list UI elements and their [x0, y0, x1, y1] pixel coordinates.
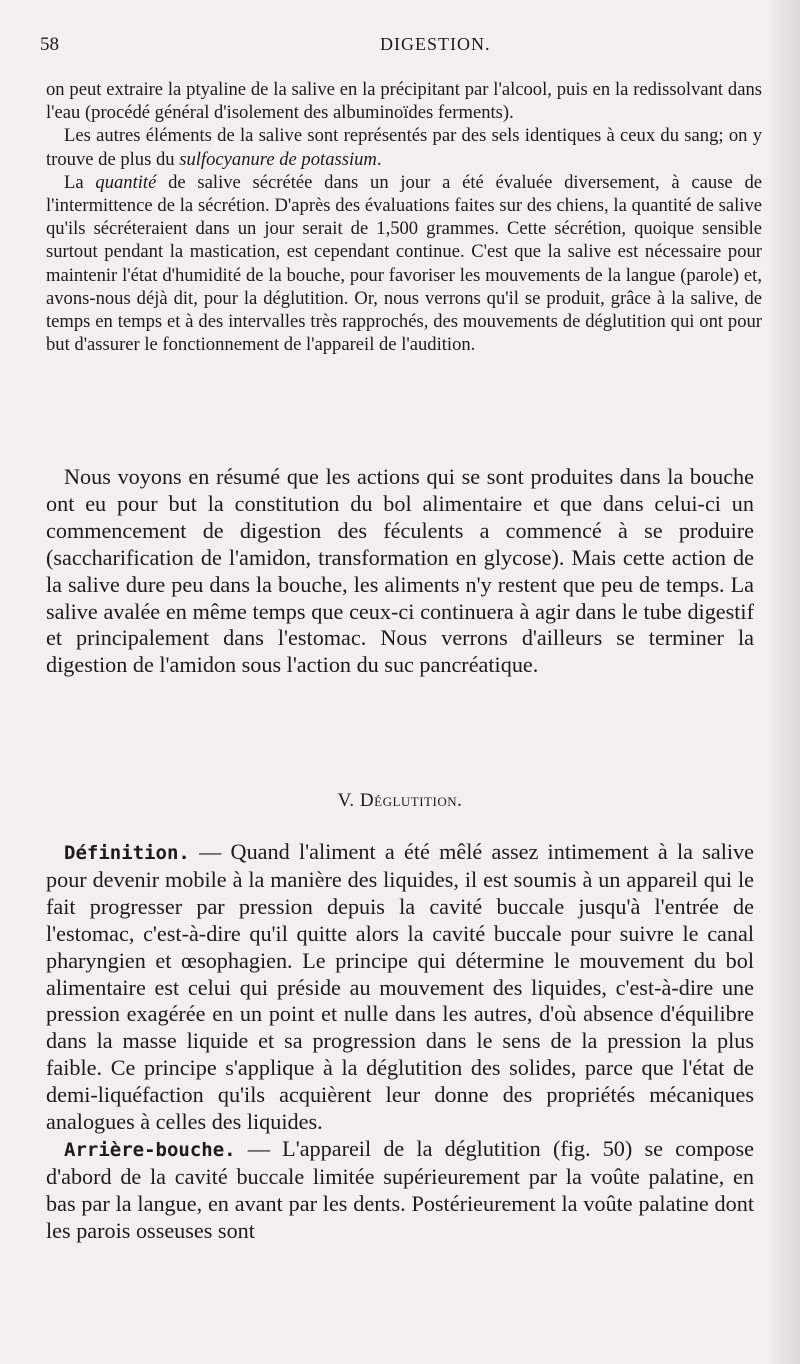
text-segment: — Quand l'aliment a été mêlé assez intimement à la salive pour devenir mobile à la manière des liquides, il est soumis à un appareil qui le fait progresser par pression depuis la cavité buccale jusqu'à l'entrée de l'estomac, c'est-à-dire qu'il quitte alors la cavité buccale pour suivre le canal pharyngien et œsophagien. Le principe qui détermine le mouvement du bol alimentaire est celui qui préside au mouvement des liquides, c'est-à-dire une pression exagérée en un point et nulle dans les autres, d'où absence d'équilibre dans la masse liquide et sa progression dans le sens de la pression la plus faible. Ce principe s'applique à la déglutition des solides, parce que l'état de demi-liquéfaction qu'ils acquièrent leur donne des propriétés mécaniques analogues à celles des liquides. [46, 839, 754, 1135]
paragraph-definition [46, 839, 754, 1136]
summary-block [46, 464, 754, 679]
paragraph-ptyaline: on peut extraire la ptyaline de la salive en la précipitant par l'alcool, puis en la redissolvant dans l'eau (procédé général d'isolement des albuminoïdes ferments). [46, 79, 762, 124]
run-in-heading: Définition. [64, 842, 190, 864]
deglutition-block [46, 839, 754, 1245]
page-header [40, 34, 770, 64]
small-print-block [46, 78, 762, 356]
section-heading [0, 790, 800, 812]
section-number: V. [337, 790, 355, 811]
paragraph-elements [46, 124, 762, 170]
running-title: DIGESTION. [380, 34, 491, 54]
text-segment: Les autres éléments de la salive sont représentés par des sels identiques à ceux du sang; on y trouve de plus du [46, 125, 762, 170]
paragraph-summary: Nous voyons en résumé que les actions qui se sont produites dans la bouche ont eu pour but la constitution du bol alimentaire et que dans celui-ci un commencement de digestion des féculents a commencé à se produire (saccharification de l'amidon, transformation en glycose). Mais cette action de la salive dure peu dans la bouche, les aliments n'y restent que peu de temps. La salive avalée en même temps que ceux-ci continuera à agir dans le tube digestif et principalement dans l'estomac. Nous verrons d'ailleurs se terminer la digestion de l'amidon sous l'action du suc pancréatique. [46, 464, 754, 678]
text-segment: de salive sécrétée dans un jour a été évaluée diversement, à cause de l'intermittence de la sécrétion. D'après des évaluations faites sur des chiens, la quantité de salive qu'ils sécréteraient dans un jour serait de 1,500 grammes. Cette sécrétion, quoique sensible surtout pendant la mastication, est cependant continue. C'est que la salive est nécessaire pour maintenir l'état d'humidité de la bouche, pour favoriser les mouvements de la langue (parole) et, avons-nous déjà dit, pour la déglutition. Or, nous verrons qu'il se produit, grâce à la salive, de temps en temps et à des intervalles très rapprochés, des mouvements de déglutition qui ont pour but d'assurer le fonctionnement de l'appareil de l'audition. [46, 171, 762, 356]
text-segment: La [64, 171, 96, 193]
text-segment: . [376, 148, 382, 170]
run-in-heading: Arrière-bouche. [64, 1138, 236, 1161]
italic-term: quantité [95, 171, 157, 193]
italic-term: sulfocyanure de potassium [179, 148, 377, 170]
section-title: Déglutition. [359, 790, 463, 811]
paragraph-quantity [46, 171, 762, 357]
page-edge-shadow [766, 0, 800, 1364]
paragraph-arriere-bouche [46, 1136, 754, 1245]
page-number: 58 [40, 34, 59, 55]
text-segment: — L'appareil de la déglutition (fig. 50) se compose d'abord de la cavité buccale limitée supérieurement par la voûte palatine, en bas par la langue, en avant par les dents. Postérieurement la voûte palatine dont les parois osseuses sont [46, 1135, 754, 1243]
